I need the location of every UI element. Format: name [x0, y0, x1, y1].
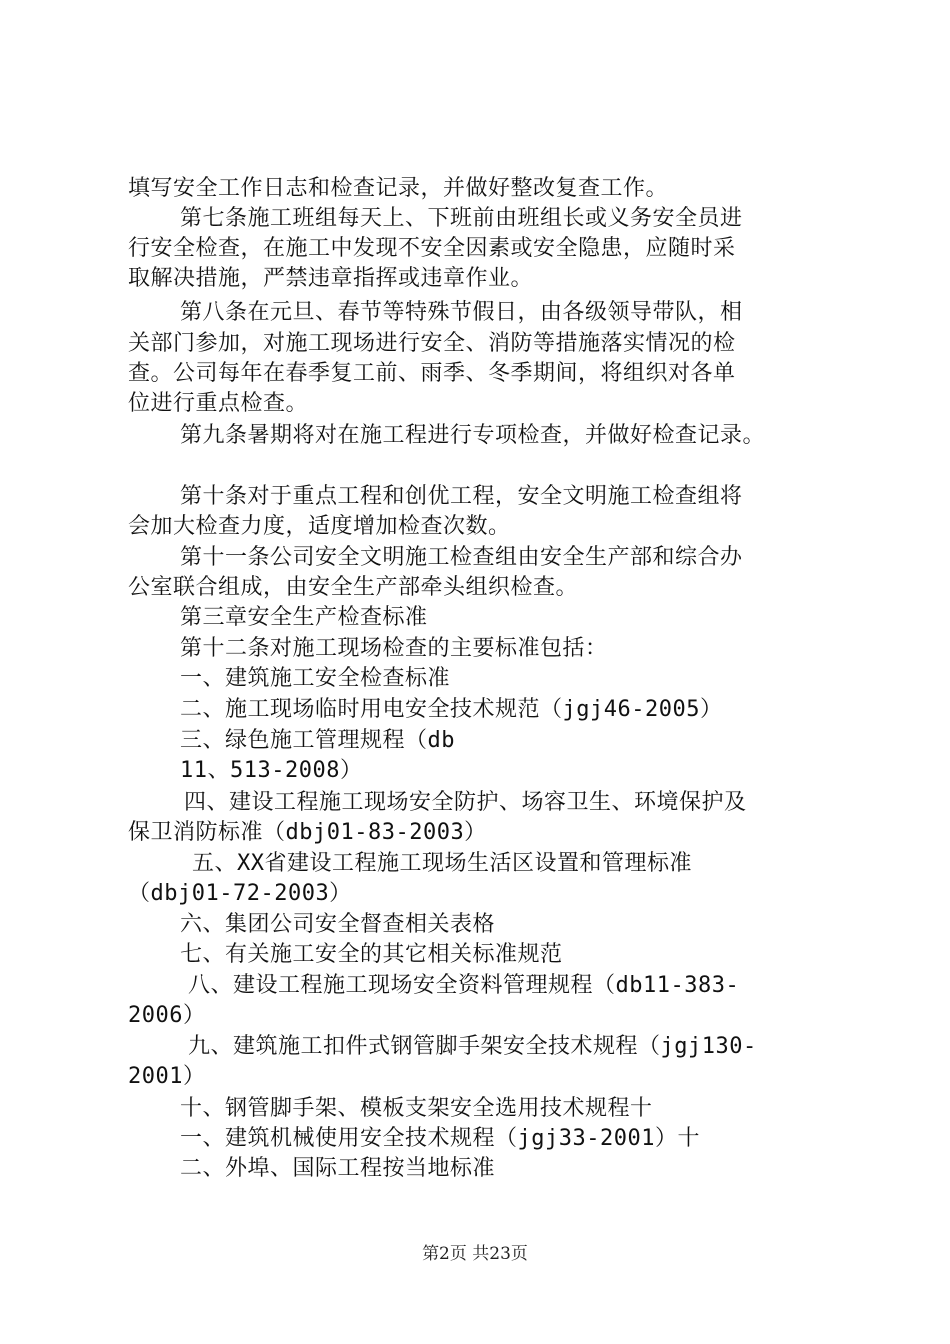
- list-item: 二、外埠、国际工程按当地标准: [180, 1156, 496, 1181]
- list-item: （dbj01-72-2003）: [128, 881, 352, 906]
- text-line: 关部门参加，对施工现场进行安全、消防等措施落实情况的检: [128, 331, 736, 356]
- list-item: 五、XX省建设工程施工现场生活区设置和管理标准: [192, 851, 692, 876]
- list-item: 四、建设工程施工现场安全防护、场容卫生、环境保护及: [184, 790, 747, 815]
- text-line: 取解决措施，严禁违章指挥或违章作业。: [128, 266, 534, 291]
- list-item: 2001）: [128, 1064, 206, 1089]
- list-item: 11、513-2008）: [180, 758, 363, 783]
- list-item: 2006）: [128, 1003, 206, 1028]
- list-item: 十、钢管脚手架、模板支架安全选用技术规程十: [180, 1096, 653, 1121]
- list-item: 七、有关施工安全的其它相关标准规范: [180, 942, 563, 967]
- text-line: 第七条施工班组每天上、下班前由班组长或义务安全员进: [180, 206, 743, 231]
- text-line: 位进行重点检查。: [128, 391, 309, 416]
- list-item: 保卫消防标准（dbj01-83-2003）: [128, 820, 487, 845]
- text-line: 第十条对于重点工程和创优工程，安全文明施工检查组将: [180, 484, 743, 509]
- list-item: 九、建筑施工扣件式钢管脚手架安全技术规程（jgj130-: [188, 1034, 757, 1059]
- text-line: 第九条暑期将对在施工程进行专项检查，并做好检查记录。: [180, 423, 766, 448]
- list-item: 二、施工现场临时用电安全技术规范（jgj46-2005）: [180, 697, 723, 722]
- text-line: 第八条在元旦、春节等特殊节假日，由各级领导带队，相: [180, 300, 743, 325]
- list-item: 八、建设工程施工现场安全资料管理规程（db11-383-: [188, 973, 740, 998]
- text-line: 行安全检查，在施工中发现不安全因素或安全隐患，应随时采: [128, 236, 736, 261]
- text-line: 查。公司每年在春季复工前、雨季、冬季期间，将组织对各单: [128, 361, 736, 386]
- list-item: 六、集团公司安全督查相关表格: [180, 912, 496, 937]
- text-line: 填写安全工作日志和检查记录，并做好整改复查工作。: [128, 176, 669, 201]
- text-line: 会加大检查力度，适度增加检查次数。: [128, 514, 511, 539]
- text-line: 公室联合组成，由安全生产部牵头组织检查。: [128, 575, 579, 600]
- text-line: 第十二条对施工现场检查的主要标准包括：: [180, 636, 608, 661]
- list-item: 三、绿色施工管理规程（db: [180, 728, 455, 753]
- list-item: 一、建筑机械使用安全技术规程（jgj33-2001）十: [180, 1126, 700, 1151]
- list-item: 一、建筑施工安全检查标准: [180, 666, 451, 691]
- text-line: 第十一条公司安全文明施工检查组由安全生产部和综合办: [180, 545, 743, 570]
- page-number-footer: 第2页 共23页: [422, 1244, 528, 1264]
- chapter-heading: 第三章安全生产检查标准: [180, 605, 428, 630]
